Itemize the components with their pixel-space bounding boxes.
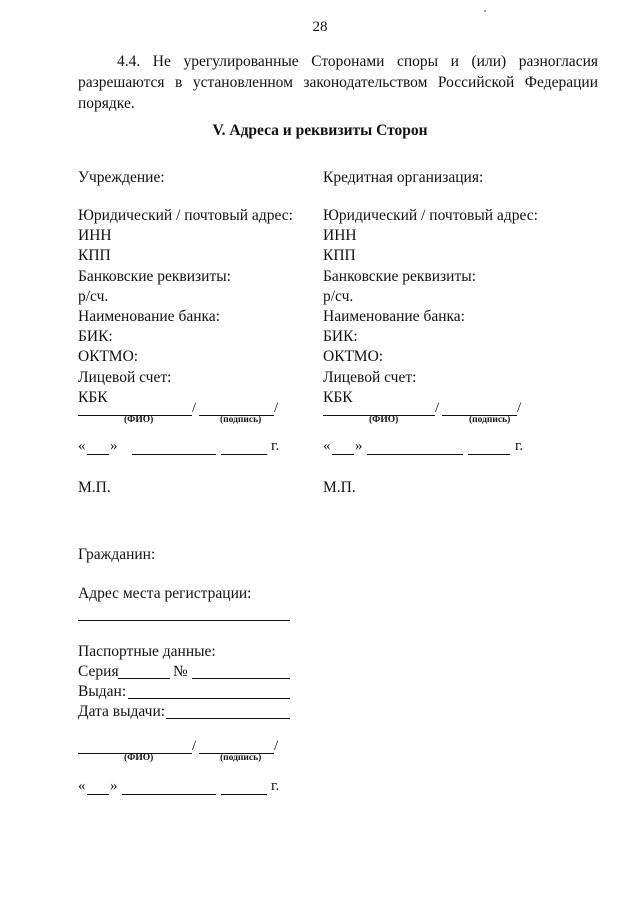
month-line: [367, 454, 463, 455]
institution-signature: [78, 400, 278, 430]
year-suffix: г.: [515, 438, 524, 454]
date-close-quote: »: [110, 438, 118, 454]
credit-org-field: ОКТМО:: [323, 348, 384, 366]
institution-title: Учреждение:: [78, 169, 165, 186]
fio-caption: (ФИО): [124, 415, 154, 425]
passport-issued-line: [128, 698, 290, 699]
institution-field: ИНН: [78, 227, 112, 245]
year-line: [221, 454, 267, 455]
date-open-quote: «: [78, 778, 86, 794]
institution-field: ОКТМО:: [78, 348, 139, 366]
credit-org-field: ИНН: [323, 227, 357, 245]
citizen-title: Гражданин:: [78, 546, 156, 563]
credit-org-field: Банковские реквизиты:: [323, 267, 476, 285]
paragraph-line-3: порядке.: [78, 95, 135, 112]
paragraph-line-1: 4.4. Не урегулированные Сторонами споры и (или) разногласия: [117, 53, 598, 70]
paragraph-4-4: [78, 51, 598, 114]
credit-org-field: КБК: [323, 388, 353, 406]
passport-series-line: [118, 678, 170, 679]
signature-slash: /: [192, 738, 197, 754]
fio-caption: (ФИО): [369, 415, 399, 425]
institution-fields: [78, 206, 293, 408]
page-number: 28: [312, 19, 328, 35]
month-line: [122, 794, 216, 795]
signature-slash: /: [192, 400, 197, 416]
fio-caption: (ФИО): [124, 753, 154, 763]
paragraph-line-2: разрешаются в установленном законодательством Российской Федерации: [78, 74, 598, 91]
year-suffix: г.: [271, 438, 280, 454]
passport-issue-date-line: [166, 718, 290, 719]
credit-org-field: Юридический / почтовый адрес:: [323, 207, 538, 224]
signature-slash: /: [435, 400, 440, 416]
registration-address-label: Адрес места регистрации:: [78, 585, 252, 602]
credit-org-field: Наименование банка:: [323, 308, 465, 326]
year-line: [221, 794, 267, 795]
signature-caption: (подпись): [469, 415, 511, 425]
section-title: V. Адреса и реквизиты Сторон: [212, 122, 428, 139]
institution-field: р/сч.: [78, 287, 109, 305]
day-line: [87, 454, 109, 455]
month-line: [132, 454, 216, 455]
credit-org-field: БИК:: [323, 328, 358, 346]
institution-field: Наименование банка:: [78, 308, 220, 326]
day-line: [332, 454, 354, 455]
passport-series-label: Серия: [78, 663, 119, 680]
institution-field: КБК: [78, 388, 108, 406]
credit-org-field: Лицевой счет:: [323, 368, 417, 386]
institution-field: Юридический / почтовый адрес:: [78, 207, 293, 224]
registration-address-line: [78, 620, 290, 621]
date-open-quote: «: [323, 438, 331, 454]
passport-issued-label: Выдан:: [78, 683, 127, 700]
passport-number-label: №: [173, 663, 188, 680]
institution-field: Банковские реквизиты:: [78, 267, 231, 285]
citizen-signature: [78, 738, 278, 768]
institution-date: [78, 438, 288, 458]
credit-org-date: [323, 438, 533, 458]
signature-slash: /: [517, 400, 522, 416]
signature-slash: /: [274, 400, 279, 416]
credit-org-fields: [323, 206, 538, 408]
date-close-quote: »: [110, 778, 118, 794]
year-suffix: г.: [271, 778, 280, 794]
date-close-quote: »: [355, 438, 363, 454]
signature-caption: (подпись): [220, 753, 262, 763]
passport-issue-date-label: Дата выдачи:: [78, 703, 166, 720]
credit-org-stamp: М.П.: [323, 479, 356, 496]
credit-org-field: р/сч.: [323, 287, 354, 305]
credit-org-field: КПП: [323, 247, 356, 265]
passport-label: Паспортные данные:: [78, 643, 216, 660]
passport-number-line: [192, 678, 290, 679]
day-line: [87, 794, 109, 795]
institution-field: КПП: [78, 247, 111, 265]
citizen-date: [78, 778, 288, 798]
credit-org-title: Кредитная организация:: [323, 169, 484, 186]
date-open-quote: «: [78, 438, 86, 454]
signature-caption: (подпись): [220, 415, 262, 425]
credit-org-signature: [323, 400, 523, 430]
institution-stamp: М.П.: [78, 479, 111, 496]
scan-speck: [484, 10, 486, 12]
year-line: [468, 454, 510, 455]
institution-field: Лицевой счет:: [78, 368, 172, 386]
institution-field: БИК:: [78, 328, 113, 346]
signature-slash: /: [274, 738, 279, 754]
